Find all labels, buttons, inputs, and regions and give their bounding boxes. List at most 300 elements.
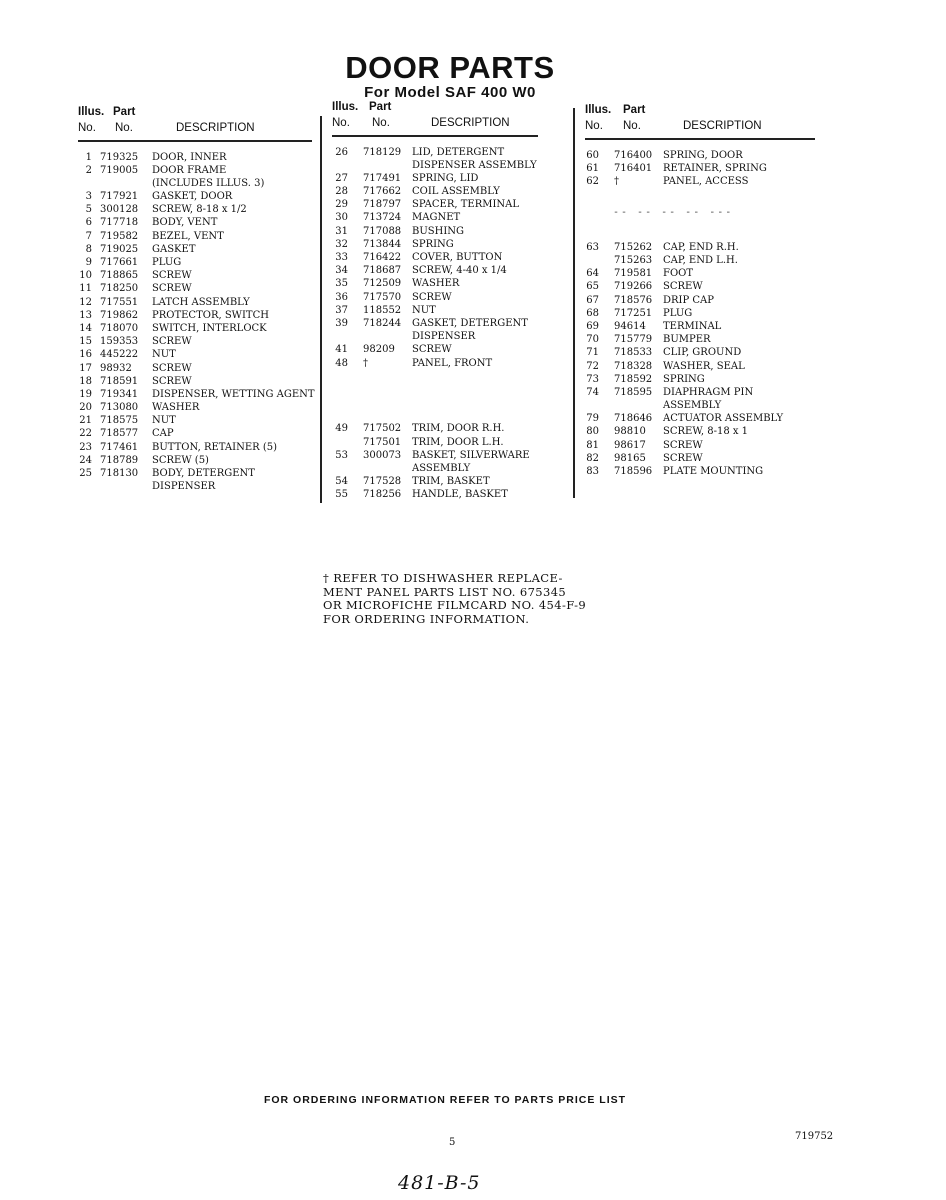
illus-number: 12 [79, 296, 92, 308]
illus-number: 26 [335, 146, 348, 158]
part-description: DIAPHRAGM PIN [663, 386, 754, 398]
table-row [332, 463, 538, 476]
part-description: LID, DETERGENT [412, 146, 505, 158]
table-row [78, 388, 315, 402]
part-description: BASKET, SILVERWARE [412, 449, 530, 461]
illus-number: 62 [586, 175, 599, 187]
table-row [332, 239, 538, 252]
table-row [78, 297, 312, 310]
table-row [585, 440, 815, 453]
table-row [585, 268, 815, 281]
illus-number: 54 [335, 476, 348, 488]
part-number: 718596 [614, 466, 653, 477]
part-description: DISPENSER [152, 481, 216, 493]
part-number: 718328 [614, 360, 653, 372]
table-row [332, 410, 538, 423]
table-row [78, 455, 312, 468]
illus-number: 48 [335, 357, 348, 369]
part-description: BODY, VENT [152, 217, 218, 229]
part-number: 98810 [614, 426, 646, 438]
part-description: MAGNET [412, 212, 461, 224]
table-row [78, 283, 312, 296]
illus-number: 41 [335, 344, 348, 356]
note-line: † REFER TO DISHWASHER REPLACE- [323, 571, 563, 585]
illus-number: 11 [79, 283, 92, 295]
part-number: 719005 [100, 164, 139, 176]
illus-number: 1 [85, 151, 92, 163]
model-subtitle: For Model SAF 400 W0 [364, 84, 536, 101]
part-description: SPACER, TERMINAL [412, 199, 520, 211]
part-description: SPRING [412, 238, 454, 250]
part-description: SCREW, 8-18 x 1 [663, 426, 749, 438]
part-number: 718070 [100, 322, 139, 334]
illus-number: 28 [335, 186, 348, 198]
part-description: CAP, END L.H. [663, 255, 738, 266]
part-number: 98209 [363, 344, 395, 356]
illus-number: 31 [335, 225, 348, 237]
note-line: OR MICROFICHE FILMCARD NO. 454-F-9 [323, 598, 587, 612]
part-number: 94614 [614, 320, 646, 332]
part-description: ACTUATOR ASSEMBLY [663, 413, 784, 425]
part-number: 713844 [363, 238, 402, 250]
illus-number: 24 [79, 454, 92, 466]
part-number: 717551 [100, 296, 139, 308]
table-row [332, 226, 538, 239]
illus-number: 29 [335, 199, 348, 211]
column-divider [320, 116, 322, 503]
part-number: 718129 [363, 146, 402, 158]
table-row [332, 186, 538, 199]
illus-number: 82 [586, 452, 599, 464]
part-description: COVER, BUTTON [412, 252, 503, 263]
table-row [332, 489, 538, 502]
table-row [332, 358, 538, 371]
part-description: TRIM, BASKET [412, 476, 490, 488]
part-description: PANEL, ACCESS [663, 175, 749, 187]
part-number: 719025 [100, 243, 139, 255]
part-number: 717661 [100, 257, 139, 268]
document-number: 719752 [795, 1131, 834, 1142]
part-description: NUT [412, 304, 436, 316]
part-number: 717251 [614, 307, 653, 319]
table-row [585, 400, 815, 413]
part-description: WASHER [412, 278, 460, 290]
table-row [78, 402, 312, 415]
part-description: NUT [152, 349, 176, 361]
illus-number: 80 [586, 426, 599, 438]
part-description: SCREW [152, 336, 192, 348]
part-description: DISPENSER [412, 331, 476, 343]
illus-number: 19 [79, 388, 92, 400]
part-label: Part [369, 101, 392, 113]
part-number: 717570 [363, 291, 402, 303]
part-description: COIL ASSEMBLY [412, 186, 500, 198]
part-description: CLIP, GROUND [663, 347, 742, 359]
part-description: SCREW [152, 375, 192, 387]
page-title: DOOR PARTS [345, 50, 555, 85]
illus-number: 69 [586, 320, 599, 332]
header-rule [332, 135, 538, 137]
header-rule [78, 140, 312, 142]
illus-number: 23 [79, 441, 92, 453]
part-description: FOOT [663, 268, 694, 280]
table-row [78, 165, 312, 178]
note-line: FOR ORDERING INFORMATION. [323, 611, 530, 626]
table-row [78, 468, 312, 481]
part-number: 98617 [614, 439, 646, 451]
illus-number: 33 [335, 252, 348, 263]
table-row [585, 189, 815, 202]
part-description: TRIM, DOOR L.H. [412, 436, 504, 448]
illus-number: 8 [85, 243, 92, 255]
illus-number: 65 [586, 281, 599, 293]
illus-number: 68 [586, 307, 599, 319]
part-description: SCREW [152, 362, 192, 374]
part-description: PLUG [152, 257, 182, 268]
table-row [585, 453, 815, 466]
illus-number: 20 [79, 402, 92, 414]
table-row [585, 176, 815, 189]
part-no-label: No. [115, 122, 133, 134]
part-description: DOOR FRAME [152, 164, 227, 176]
illus-number: 10 [79, 270, 92, 282]
part-number: 712509 [363, 278, 402, 290]
illus-number: 18 [79, 375, 92, 387]
part-number: 718256 [363, 489, 402, 501]
parts-rows [78, 151, 315, 495]
placeholder-dashes: -- -- -- -- --- [613, 207, 734, 218]
handwritten-annotation: 481-B-5 [398, 1172, 481, 1194]
parts-column-2 [332, 101, 538, 503]
table-row [332, 423, 538, 436]
part-description: GASKET, DETERGENT [412, 317, 528, 329]
table-row [585, 426, 815, 439]
illus-label: Illus. [332, 101, 359, 113]
illus-label: Illus. [78, 106, 105, 118]
illus-number: 70 [586, 334, 599, 346]
part-label: Part [623, 104, 646, 116]
table-row [332, 318, 538, 331]
table-row [332, 252, 538, 265]
illus-number: 35 [335, 278, 348, 290]
table-row [585, 255, 815, 268]
part-description: SCREW [412, 344, 452, 356]
table-row [585, 163, 815, 176]
part-label: Part [113, 106, 136, 118]
table-row [332, 384, 538, 397]
part-description: BODY, DETERGENT [152, 468, 255, 479]
illus-number: 61 [586, 162, 599, 174]
table-row [332, 160, 538, 173]
table-row [78, 336, 312, 349]
part-number: 718595 [614, 386, 653, 398]
table-row [332, 397, 538, 410]
part-description: SCREW [663, 439, 703, 451]
table-row [332, 212, 538, 225]
part-number: 715263 [614, 255, 653, 266]
table-row [585, 387, 815, 400]
part-number: 718244 [363, 317, 402, 329]
table-row [78, 217, 312, 230]
part-description: SPRING, LID [412, 172, 479, 184]
column-header [585, 104, 815, 138]
illus-number: 2 [85, 164, 92, 176]
part-number: 719582 [100, 230, 139, 242]
parts-rows [585, 150, 815, 480]
table-row [78, 323, 312, 336]
part-number: 118552 [363, 304, 402, 316]
part-description: TRIM, DOOR R.H. [412, 423, 505, 435]
table-row [585, 295, 815, 308]
part-number: 713724 [363, 212, 402, 224]
illus-number: 37 [335, 304, 348, 316]
part-number: 716400 [614, 149, 653, 161]
no-label: No. [78, 122, 96, 134]
table-row [78, 428, 312, 441]
part-description: NUT [152, 415, 176, 427]
part-number: 713080 [100, 402, 139, 414]
part-number: 718592 [614, 373, 653, 385]
part-number: 98165 [614, 452, 646, 464]
part-description: PROTECTOR, SWITCH [152, 309, 269, 321]
illus-number: 63 [586, 241, 599, 253]
part-description: SCREW [412, 291, 452, 303]
table-row [585, 281, 815, 294]
table-row [332, 331, 538, 344]
table-row [78, 363, 312, 376]
part-description: CAP [152, 428, 174, 440]
table-row [78, 270, 312, 283]
part-description: DISPENSER, WETTING AGENT [152, 388, 315, 400]
illus-number: 49 [335, 423, 348, 435]
table-row [78, 442, 312, 455]
part-description: SPRING [663, 373, 705, 385]
part-number: 717921 [100, 191, 139, 203]
table-row [585, 229, 815, 242]
part-number: 718577 [100, 428, 139, 440]
part-description: CAP, END R.H. [663, 241, 739, 253]
table-row [78, 415, 312, 428]
illus-number: 30 [335, 212, 348, 224]
table-row [78, 231, 312, 244]
table-row [78, 481, 312, 494]
part-description: GASKET, DOOR [152, 191, 233, 203]
part-number: 98932 [100, 362, 132, 374]
part-number: 300128 [100, 204, 139, 216]
part-number: 717088 [363, 225, 402, 237]
part-number: 717461 [100, 441, 139, 453]
part-number: 717501 [363, 436, 402, 448]
part-number: 717528 [363, 476, 402, 488]
illus-number: 13 [79, 309, 92, 321]
part-description: SPRING, DOOR [663, 149, 743, 161]
table-row [78, 178, 312, 191]
part-number: 719862 [100, 309, 139, 321]
part-number: 718250 [100, 283, 139, 295]
part-number: 719341 [100, 388, 139, 400]
part-number: 718533 [614, 347, 653, 359]
table-row [585, 347, 815, 360]
illus-number: 16 [79, 349, 92, 361]
part-number: † [614, 175, 619, 187]
illus-number: 5 [85, 204, 92, 216]
table-row [585, 321, 815, 334]
table-row [332, 199, 538, 212]
illus-number: 21 [79, 415, 92, 427]
table-row [78, 257, 312, 270]
part-description: SWITCH, INTERLOCK [152, 322, 267, 334]
illus-number: 83 [586, 466, 599, 477]
part-number: 718687 [363, 265, 402, 277]
parts-column-3 [585, 104, 815, 479]
part-no-label: No. [623, 120, 641, 132]
table-row [585, 308, 815, 321]
part-number: 717662 [363, 186, 402, 198]
part-number: 718130 [100, 468, 139, 479]
illus-label: Illus. [585, 104, 612, 116]
table-row [78, 152, 312, 165]
table-row [332, 173, 538, 186]
illus-number: 3 [85, 191, 92, 203]
table-row [585, 374, 815, 387]
part-description: ASSEMBLY [412, 463, 471, 474]
part-description: ASSEMBLY [663, 400, 722, 412]
illus-number: 22 [79, 428, 92, 440]
part-number: 719581 [614, 268, 653, 280]
illus-number: 79 [586, 413, 599, 425]
table-row [78, 244, 312, 257]
illus-number: 60 [586, 149, 599, 161]
part-number: 715262 [614, 241, 653, 253]
illus-number: 7 [85, 230, 92, 242]
part-description: WASHER [152, 402, 200, 414]
part-description: BEZEL, VENT [152, 230, 224, 242]
table-row [585, 466, 815, 479]
table-row [332, 450, 538, 463]
illus-number: 74 [586, 386, 599, 398]
header-rule [585, 138, 815, 140]
part-description: DRIP CAP [663, 294, 715, 306]
part-number: 717718 [100, 217, 139, 229]
part-description: GASKET [152, 243, 196, 255]
part-number: 718575 [100, 415, 139, 427]
part-description: (INCLUDES ILLUS. 3) [152, 177, 265, 189]
part-number: 717491 [363, 172, 402, 184]
part-description: SCREW (5) [152, 454, 209, 466]
illus-number: 71 [586, 347, 599, 359]
illus-number: 39 [335, 317, 348, 329]
ordering-footer: FOR ORDERING INFORMATION REFER TO PARTS PRICE LIST [263, 1094, 627, 1106]
part-description: SCREW, 4-40 x 1/4 [412, 265, 507, 277]
table-row [585, 334, 815, 347]
table-row [585, 361, 815, 374]
part-description: SCREW, 8-18 x 1/2 [152, 204, 247, 216]
part-number: 445222 [100, 349, 139, 361]
table-row [332, 371, 538, 384]
table-row [585, 242, 815, 255]
illus-number: 32 [335, 238, 348, 250]
part-description: SCREW [663, 281, 703, 293]
illus-number: 67 [586, 294, 599, 306]
part-description: PLUG [663, 307, 693, 319]
part-description: SCREW [152, 283, 192, 295]
illus-number: 73 [586, 373, 599, 385]
illus-number: 27 [335, 172, 348, 184]
illus-number: 64 [586, 268, 599, 280]
table-row [332, 292, 538, 305]
part-number: 718789 [100, 454, 139, 466]
table-row [585, 413, 815, 426]
column-header [332, 101, 538, 135]
part-description: PLATE MOUNTING [663, 466, 764, 477]
table-row [332, 278, 538, 291]
note-line: MENT PANEL PARTS LIST NO. 675345 [323, 584, 567, 599]
illus-number: 34 [335, 265, 348, 277]
illus-number: 6 [85, 217, 92, 229]
part-description: SCREW [663, 452, 703, 464]
part-number: 719325 [100, 151, 139, 163]
table-row [78, 349, 312, 362]
table-row [585, 150, 815, 163]
table-row [78, 376, 312, 389]
no-label: No. [332, 117, 350, 129]
table-row [78, 191, 312, 204]
table-row [78, 204, 312, 217]
part-description: LATCH ASSEMBLY [152, 296, 250, 308]
parts-rows [332, 147, 538, 503]
part-description: TERMINAL [663, 320, 722, 332]
table-row [332, 344, 538, 357]
illus-number: 17 [79, 362, 92, 374]
column-divider [573, 108, 575, 498]
part-number: 715779 [614, 334, 653, 346]
part-description: RETAINER, SPRING [663, 162, 767, 174]
part-number: 716401 [614, 162, 653, 174]
part-description: SCREW [152, 270, 192, 282]
page-number: 5 [449, 1137, 456, 1148]
illus-number: 55 [335, 489, 348, 501]
table-row [78, 310, 312, 323]
part-number: 718865 [100, 270, 139, 282]
illus-number: 25 [79, 468, 92, 479]
parts-column-1 [78, 106, 315, 494]
part-description: BUTTON, RETAINER (5) [152, 441, 278, 453]
part-number: 718797 [363, 199, 402, 211]
part-number: 718591 [100, 375, 139, 387]
description-label: DESCRIPTION [176, 122, 255, 134]
panel-note [323, 572, 586, 626]
part-description: BUMPER [663, 334, 711, 346]
part-number: 718646 [614, 413, 653, 425]
illus-number: 14 [79, 322, 92, 334]
description-label: DESCRIPTION [431, 117, 510, 129]
illus-number: 72 [586, 360, 599, 372]
part-number: 718576 [614, 294, 653, 306]
part-number: 716422 [363, 252, 402, 263]
part-description: HANDLE, BASKET [412, 489, 508, 501]
table-row [332, 147, 538, 160]
part-number: 159353 [100, 336, 139, 348]
illus-number: 53 [335, 449, 348, 461]
illus-number: 36 [335, 291, 348, 303]
illus-number: 15 [79, 336, 92, 348]
column-header [78, 106, 312, 140]
table-row [332, 305, 538, 318]
table-row [332, 437, 538, 450]
table-row [332, 265, 538, 278]
part-number: 300073 [363, 449, 402, 461]
part-description: DISPENSER ASSEMBLY [412, 159, 537, 171]
